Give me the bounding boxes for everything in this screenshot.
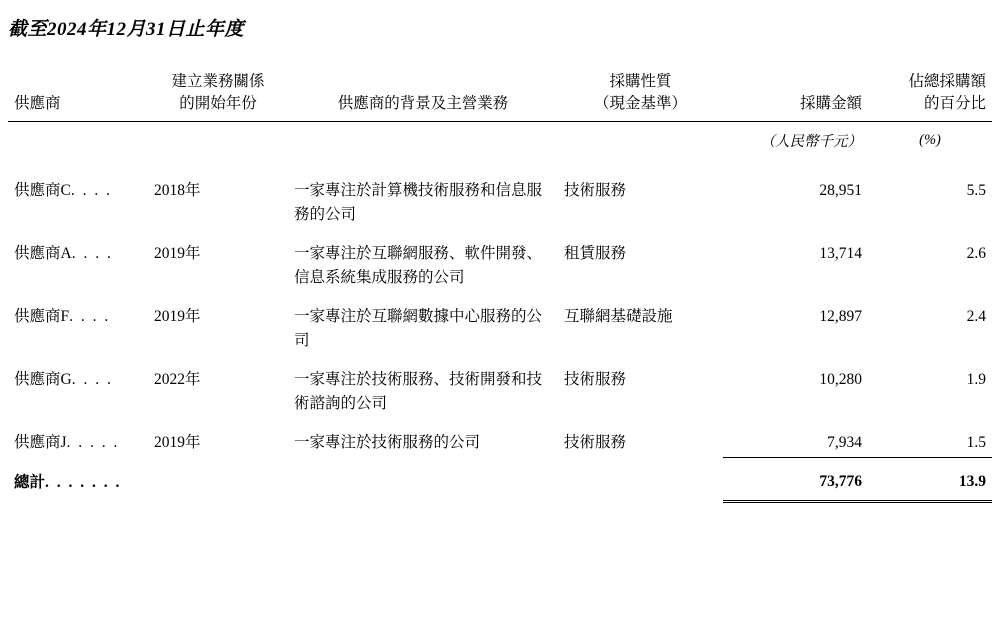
cell-total-nature [558,458,723,502]
units-amount: （人民幣千元） [760,133,862,150]
column-header-amount-label: 採購金額 [799,95,862,113]
supplier-name-text: 供應商C [14,181,71,199]
cell-start-year: 2019年 [154,434,201,452]
supplier-name-text: 供應商G [14,371,72,389]
cell-background: 一家專注於互聯網數據中心服務的公司 [294,308,543,350]
cell-background: 一家專注於技術服務的公司 [294,434,481,452]
cell-percentage: 2.4 [966,308,986,325]
total-label-text: 總計 [14,473,46,491]
cell-background: 一家專注於計算機技術服務和信息服務的公司 [294,181,543,223]
supplier-purchase-table [8,71,992,503]
cell-nature: 租賃服務 [564,244,627,262]
cell-start-year: 2019年 [154,308,201,325]
supplier-name-text: 供應商A [14,244,72,262]
cell-start-year: 2019年 [154,244,201,262]
table-row [8,355,992,418]
column-header-background-label: 供應商的背景及主營業務 [337,95,509,113]
cell-background: 一家專注於技術服務、技術開發和技術諮詢的公司 [294,371,543,413]
cell-nature: 技術服務 [564,434,627,452]
units-spacer-nature [558,121,723,153]
cell-supplier-name [8,355,148,418]
cell-amount: 7,934 [827,434,862,452]
cell-total-percentage: 13.9 [868,458,992,502]
table-total-row [8,458,992,502]
leader-dots: . . . . [71,244,113,262]
column-header-percentage-line2: 的百分比 [923,95,986,113]
units-spacer-supplier [8,121,148,153]
table-body [8,153,992,502]
column-header-percentage-line1: 佔總採購額 [908,73,986,90]
table-header [8,71,992,121]
column-header-amount [723,71,868,121]
leader-dots: . . . . [70,181,112,199]
cell-amount: 10,280 [819,371,862,389]
cell-supplier-name [8,292,148,355]
cell-total-label [8,458,148,502]
cell-supplier-name [8,418,148,458]
supplier-name-text: 供應商F [14,308,70,325]
column-header-start-year [148,71,288,121]
cell-amount: 12,897 [819,308,862,325]
leader-dots: . . . . . . . [45,473,122,491]
column-header-background [288,71,558,121]
cell-start-year: 2022年 [154,371,201,389]
cell-total-year [148,458,288,502]
cell-amount: 28,951 [819,181,862,199]
supplier-name-text: 供應商J [14,434,67,452]
column-header-supplier-label: 供應商 [14,95,61,113]
leader-dots: . . . . . [66,434,120,452]
units-row [8,121,992,153]
cell-amount: 13,714 [819,244,862,262]
table-row [8,229,992,292]
column-header-supplier [8,71,148,121]
cell-supplier-name [8,153,148,229]
cell-start-year: 2018年 [154,181,201,199]
cell-percentage: 5.5 [966,181,986,199]
header-row [8,71,992,121]
leader-dots: . . . . [71,371,113,389]
column-header-start-year-line1: 建立業務關係 [171,73,265,90]
cell-total-background [288,458,558,502]
table-row [8,292,992,355]
cell-percentage: 2.6 [966,244,986,262]
page-title: 截至2024年12月31日止年度 [8,19,245,40]
units-percentage: (%) [919,131,941,148]
units-spacer-background [288,121,558,153]
table-row [8,418,992,458]
table-row [8,153,992,229]
cell-percentage: 1.5 [966,434,986,452]
cell-percentage: 1.9 [966,371,986,389]
cell-nature: 互聯網基礎設施 [564,308,673,325]
cell-background: 一家專注於互聯網服務、軟件開發、信息系統集成服務的公司 [294,244,543,286]
column-header-nature-line1: 採購性質 [609,73,672,90]
table-units [8,121,992,153]
cell-nature: 技術服務 [564,181,627,199]
column-header-nature [558,71,723,121]
column-header-start-year-line2: 的開始年份 [179,95,257,113]
leader-dots: . . . . [69,308,111,325]
units-spacer-year [148,121,288,153]
cell-nature: 技術服務 [564,371,627,389]
cell-total-amount: 73,776 [723,458,868,502]
cell-supplier-name [8,229,148,292]
column-header-nature-line2: （現金基準） [593,95,687,113]
column-header-percentage [868,71,992,121]
